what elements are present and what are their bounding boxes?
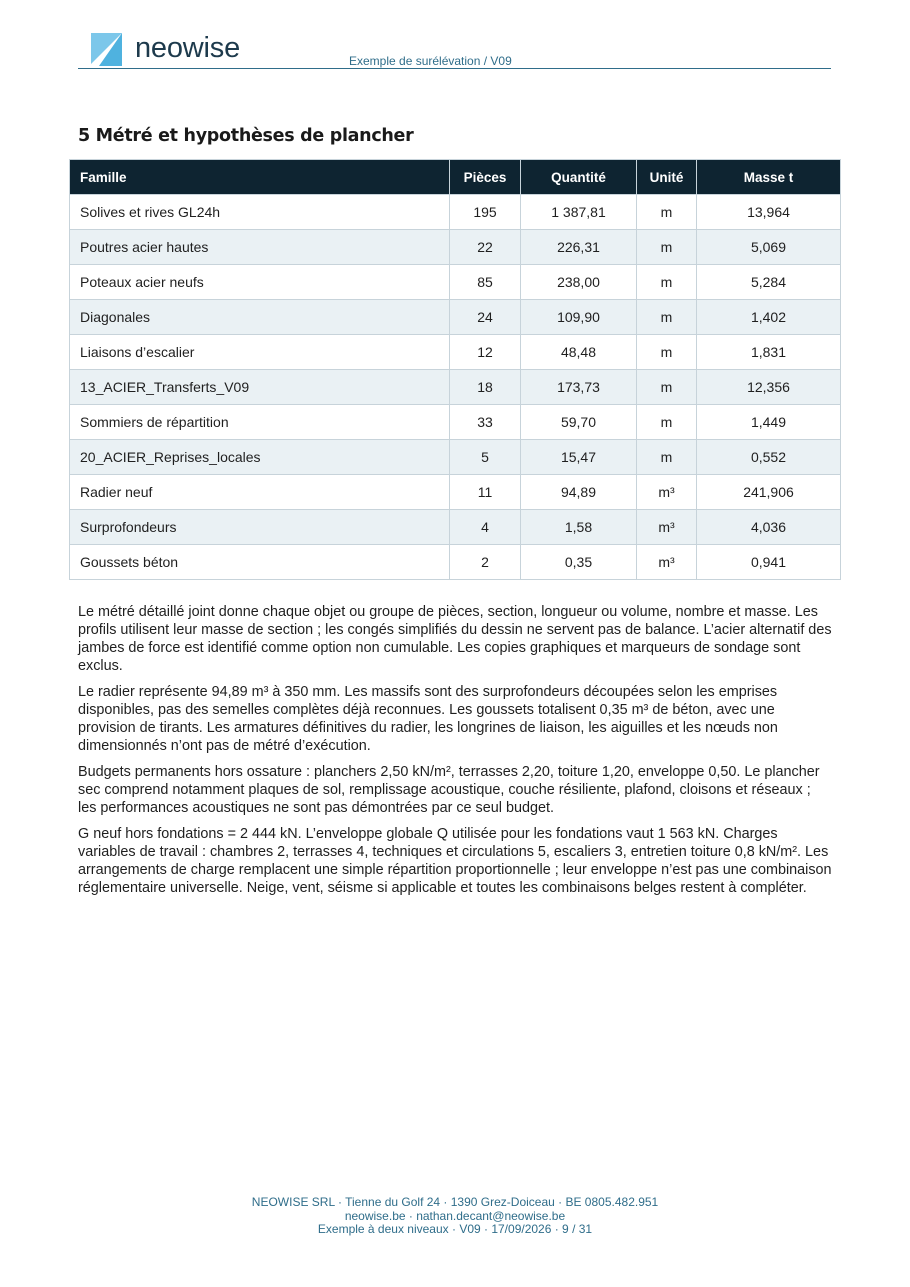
quantity-table	[69, 159, 841, 580]
table-row	[70, 545, 841, 580]
cell-pieces: 18	[450, 370, 521, 405]
cell-unite: m	[637, 335, 697, 370]
table-row	[70, 440, 841, 475]
cell-masse: 0,552	[697, 440, 841, 475]
footer-company-line: NEOWISE SRL · Tienne du Golf 24 · 1390 Grez-Doiceau · BE 0805.482.951	[251, 1195, 659, 1209]
cell-pieces: 5	[450, 440, 521, 475]
cell-masse: 5,284	[697, 265, 841, 300]
column-header-unite: Unité	[637, 160, 697, 195]
cell-famille: Poutres acier hautes	[70, 230, 450, 265]
cell-masse: 5,069	[697, 230, 841, 265]
table-row	[70, 300, 841, 335]
cell-famille: Solives et rives GL24h	[70, 195, 450, 230]
cell-quantite: 1 387,81	[521, 195, 637, 230]
cell-famille: Radier neuf	[70, 475, 450, 510]
cell-unite: m	[637, 230, 697, 265]
cell-pieces: 4	[450, 510, 521, 545]
cell-pieces: 24	[450, 300, 521, 335]
cell-masse: 4,036	[697, 510, 841, 545]
column-header-pieces: Pièces	[450, 160, 521, 195]
column-header-masse: Masse t	[697, 160, 841, 195]
cell-masse: 1,449	[697, 405, 841, 440]
body-text	[78, 603, 833, 905]
cell-pieces: 195	[450, 195, 521, 230]
cell-quantite: 59,70	[521, 405, 637, 440]
table-row	[70, 230, 841, 265]
cell-pieces: 33	[450, 405, 521, 440]
cell-unite: m³	[637, 475, 697, 510]
column-header-famille: Famille	[70, 160, 450, 195]
cell-masse: 0,941	[697, 545, 841, 580]
cell-pieces: 85	[450, 265, 521, 300]
header-divider	[78, 68, 831, 69]
cell-quantite: 0,35	[521, 545, 637, 580]
cell-famille: 20_ACIER_Reprises_locales	[70, 440, 450, 475]
table-row	[70, 335, 841, 370]
cell-famille: 13_ACIER_Transferts_V09	[70, 370, 450, 405]
cell-pieces: 2	[450, 545, 521, 580]
footer-contact-line: neowise.be · nathan.decant@neowise.be	[344, 1208, 566, 1223]
cell-quantite: 109,90	[521, 300, 637, 335]
table-row	[70, 195, 841, 230]
cell-unite: m³	[637, 545, 697, 580]
cell-unite: m	[637, 265, 697, 300]
cell-quantite: 1,58	[521, 510, 637, 545]
cell-unite: m	[637, 405, 697, 440]
brand-logo	[91, 33, 240, 66]
cell-quantite: 48,48	[521, 335, 637, 370]
table-header-row	[70, 160, 841, 195]
cell-unite: m	[637, 440, 697, 475]
cell-masse: 1,402	[697, 300, 841, 335]
table-row	[70, 510, 841, 545]
cell-masse: 241,906	[697, 475, 841, 510]
cell-famille: Liaisons d’escalier	[70, 335, 450, 370]
cell-quantite: 94,89	[521, 475, 637, 510]
brand-name: neowise	[135, 31, 240, 64]
table-row	[70, 265, 841, 300]
cell-unite: m	[637, 300, 697, 335]
table-row	[70, 475, 841, 510]
cell-unite: m	[637, 195, 697, 230]
cell-pieces: 12	[450, 335, 521, 370]
paragraph-budgets: Budgets permanents hors ossature : planchers 2,50 kN/m², terrasses 2,20, toiture 1,20, enveloppe 0,50. Le plancher sec comprend notamment plaques de sol, remplissage acoustique, couche résiliente, plafond, cloisons et réseaux ; les performances acoustiques ne sont pas démontrées par ce seul budget.	[78, 764, 820, 816]
paragraph-charges: G neuf hors fondations = 2 444 kN. L’enveloppe globale Q utilisée pour les fondations vaut 1 563 kN. Charges variables de travail : chambres 2, terrasses 4, techniques et circulations 5, escaliers 3, entretien toiture 0,8 kN/m². Les arrangements de charge remplacent une simple répartition proportionnelle ; leur enveloppe n’est pas une combinaison réglementaire universelle. Neige, vent, séisme si applicable et toutes les combinaisons belges restent à compléter.	[78, 826, 832, 896]
column-header-quantite: Quantité	[521, 160, 637, 195]
cell-quantite: 226,31	[521, 230, 637, 265]
cell-unite: m³	[637, 510, 697, 545]
cell-quantite: 173,73	[521, 370, 637, 405]
cell-famille: Poteaux acier neufs	[70, 265, 450, 300]
cell-famille: Sommiers de répartition	[70, 405, 450, 440]
cell-quantite: 15,47	[521, 440, 637, 475]
cell-famille: Goussets béton	[70, 545, 450, 580]
cell-masse: 1,831	[697, 335, 841, 370]
footer-page-line: Exemple à deux niveaux · V09 · 17/09/2026 · 9 / 31	[317, 1222, 593, 1236]
cell-unite: m	[637, 370, 697, 405]
section-title: 5 Métré et hypothèses de plancher	[78, 126, 414, 146]
cell-pieces: 11	[450, 475, 521, 510]
paragraph-metre: Le métré détaillé joint donne chaque objet ou groupe de pièces, section, longueur ou volume, nombre et masse. Les profils utilisent leur masse de section ; les congés simplifiés du dessin ne servent pas de balance. L’acier alternatif des jambes de force est identifié comme option non cumulable. Les copies graphiques et marqueurs de sondage sont exclus.	[78, 604, 832, 674]
cell-pieces: 22	[450, 230, 521, 265]
cell-masse: 12,356	[697, 370, 841, 405]
paragraph-radier: Le radier représente 94,89 m³ à 350 mm. Les massifs sont des surprofondeurs découpées selon les emprises disponibles, pas des semelles complètes déjà reconnues. Les goussets totalisent 0,35 m³ de béton, avec une provision de tirants. Les armatures définitives du radier, les longrines de liaison, les aiguilles et les nœuds non dimensionnés n’ont pas de métré d’exécution.	[78, 684, 778, 754]
table-row	[70, 405, 841, 440]
cell-famille: Diagonales	[70, 300, 450, 335]
document-subtitle: Exemple de surélévation / V09	[349, 54, 512, 68]
cell-masse: 13,964	[697, 195, 841, 230]
cell-famille: Surprofondeurs	[70, 510, 450, 545]
table-row	[70, 370, 841, 405]
neowise-logo-icon	[91, 33, 122, 66]
page-footer	[0, 1196, 910, 1237]
cell-quantite: 238,00	[521, 265, 637, 300]
